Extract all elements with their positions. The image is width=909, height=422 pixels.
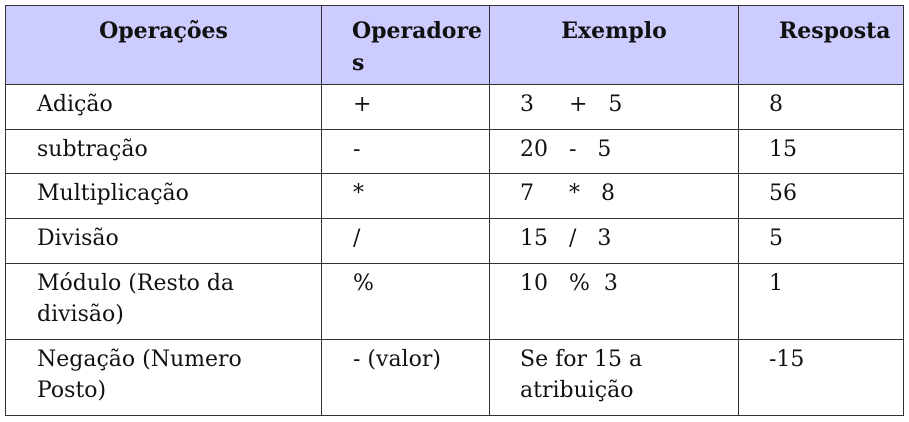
cell-exemplo: 20 - 5: [490, 130, 739, 174]
cell-operador: +: [322, 85, 490, 130]
cell-exemplo: 7 * 8: [490, 174, 739, 219]
header-operadores: Operadores: [322, 6, 490, 85]
table-row: [6, 219, 904, 264]
header-row: [6, 6, 904, 85]
cell-resposta: 8: [739, 85, 904, 130]
table-row: [6, 264, 904, 340]
cell-resposta: 1: [739, 264, 904, 340]
operators-table: [5, 5, 904, 416]
table-row: [6, 130, 904, 174]
cell-operador: *: [322, 174, 490, 219]
header-resposta: Resposta: [739, 6, 904, 85]
cell-operador: -: [322, 130, 490, 174]
cell-operacao: subtração: [6, 130, 322, 174]
cell-exemplo: 10 % 3: [490, 264, 739, 340]
header-exemplo: Exemplo: [490, 6, 739, 85]
cell-resposta: 15: [739, 130, 904, 174]
table-row: [6, 85, 904, 130]
cell-operacao: Multiplicação: [6, 174, 322, 219]
cell-exemplo: 15 / 3: [490, 219, 739, 264]
cell-operacao: Negação (Numero Posto): [6, 340, 322, 416]
cell-operacao: Adição: [6, 85, 322, 130]
cell-resposta: 56: [739, 174, 904, 219]
cell-exemplo: Se for 15 a atribuição: [490, 340, 739, 416]
cell-operacao: Módulo (Resto da divisão): [6, 264, 322, 340]
cell-resposta: 5: [739, 219, 904, 264]
cell-exemplo: 3 + 5: [490, 85, 739, 130]
header-operacoes: Operações: [6, 6, 322, 85]
cell-operador: - (valor): [322, 340, 490, 416]
cell-operacao: Divisão: [6, 219, 322, 264]
table-row: [6, 174, 904, 219]
cell-operador: %: [322, 264, 490, 340]
cell-resposta: -15: [739, 340, 904, 416]
table-row: [6, 340, 904, 416]
cell-operador: /: [322, 219, 490, 264]
